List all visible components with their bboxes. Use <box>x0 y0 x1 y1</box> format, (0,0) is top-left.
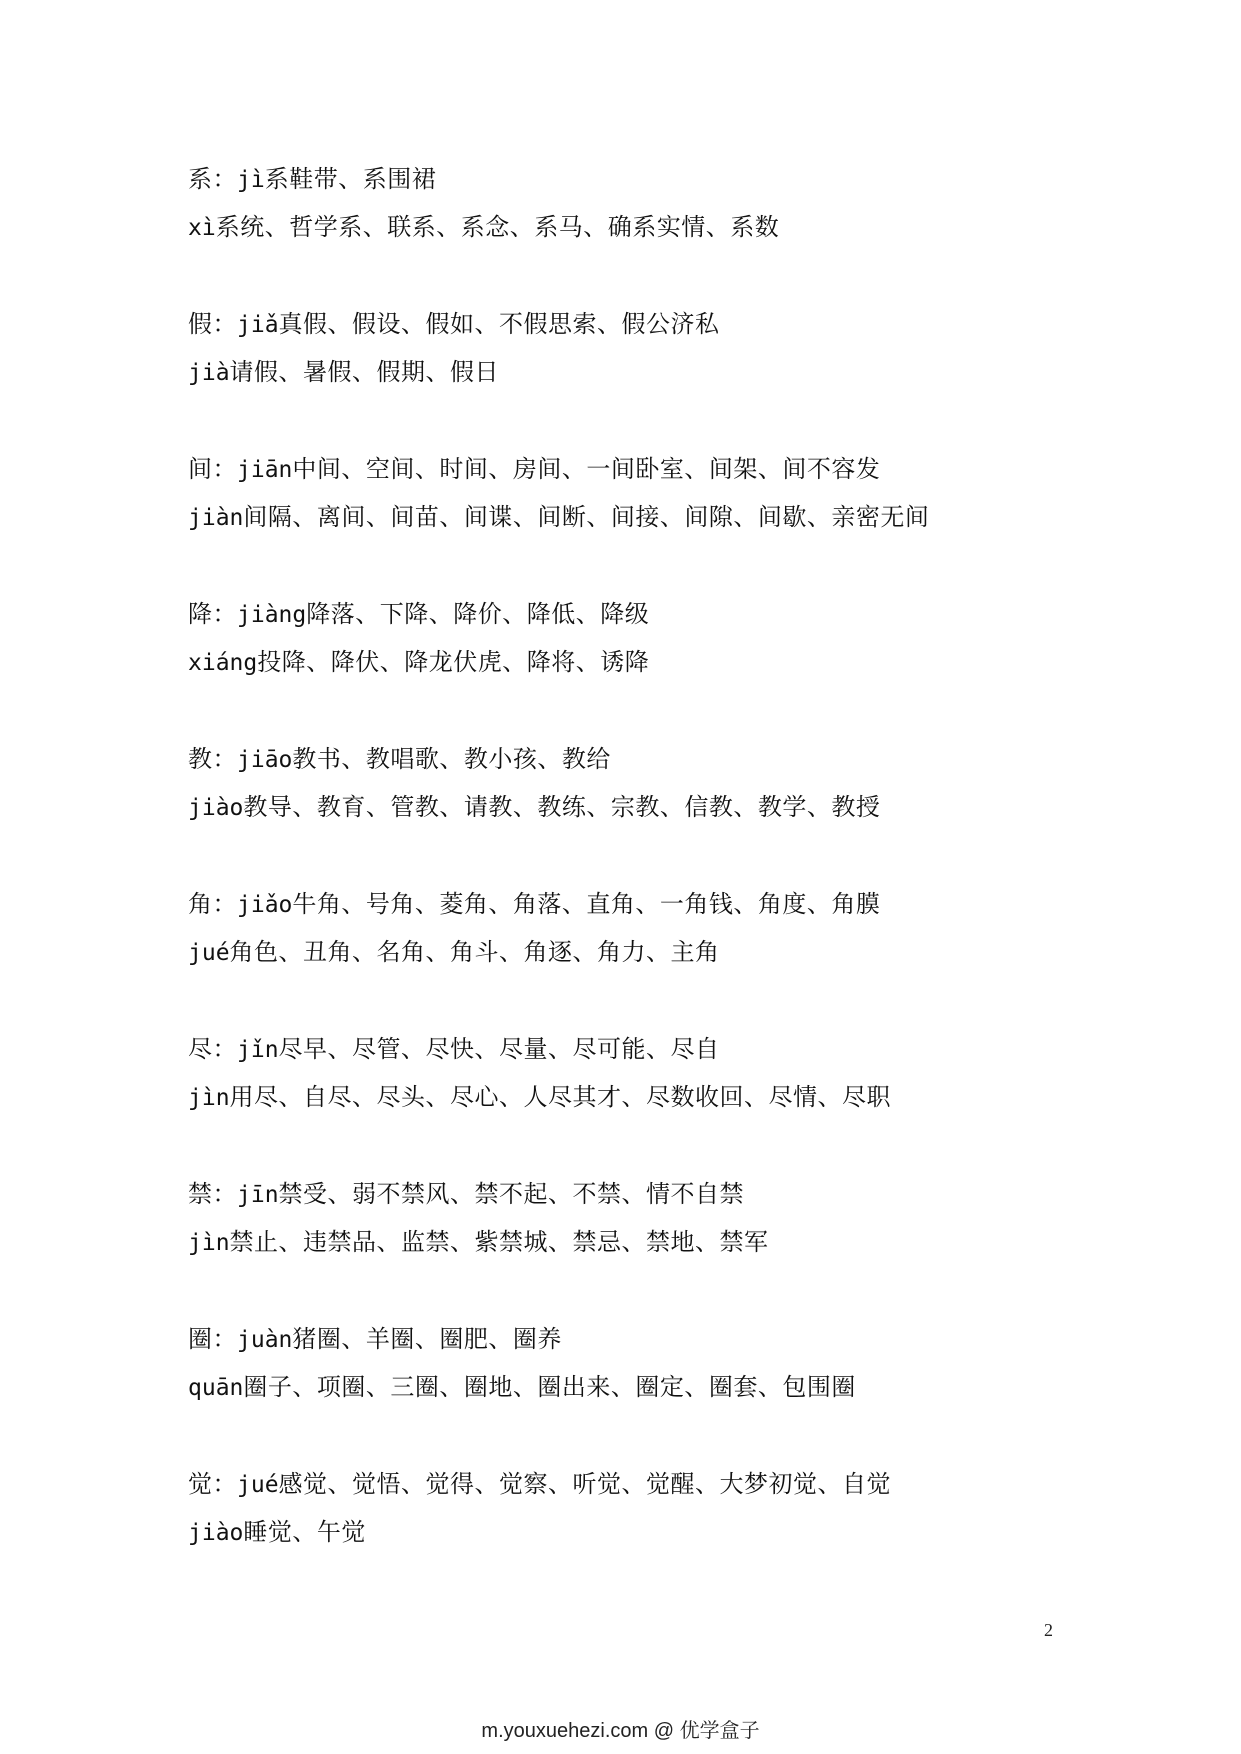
word-examples: 降落、下降、降价、降低、降级 <box>306 600 650 628</box>
entry-jiao-teach <box>188 735 1088 831</box>
entry-character: 系 <box>188 165 213 193</box>
separator: ： <box>212 165 237 193</box>
entry-line <box>188 1315 1088 1363</box>
pinyin: jiāo <box>237 747 293 773</box>
entry-line <box>188 203 1088 251</box>
word-examples: 圈子、项圈、三圈、圈地、圈出来、圈定、圈套、包围圈 <box>243 1373 856 1401</box>
entry-character: 降 <box>188 600 213 628</box>
word-examples: 真假、假设、假如、不假思索、假公济私 <box>278 310 720 338</box>
word-examples: 教导、教育、管教、请教、教练、宗教、信教、教学、教授 <box>243 793 881 821</box>
separator: ： <box>212 1035 237 1063</box>
entry-line <box>188 735 1088 783</box>
word-examples: 间隔、离间、间苗、间谍、间断、间接、间隙、间歇、亲密无间 <box>243 503 930 531</box>
entry-line <box>188 1508 1088 1556</box>
word-examples: 猪圈、羊圈、圈肥、圈养 <box>292 1325 562 1353</box>
entry-line <box>188 590 1088 638</box>
entry-line <box>188 638 1088 686</box>
entry-character: 尽 <box>188 1035 213 1063</box>
entry-line <box>188 1025 1088 1073</box>
separator: ： <box>212 890 237 918</box>
footer-watermark: m.youxuehezi.com @ 优学盒子 <box>481 1720 760 1742</box>
word-examples: 尽早、尽管、尽快、尽量、尽可能、尽自 <box>278 1035 720 1063</box>
separator: ： <box>212 1180 237 1208</box>
word-examples: 禁受、弱不禁风、禁不起、不禁、情不自禁 <box>278 1180 745 1208</box>
pinyin: xiáng <box>188 650 258 676</box>
pinyin: jiǎo <box>237 892 293 918</box>
entry-character: 觉 <box>188 1470 213 1498</box>
separator: ： <box>212 455 237 483</box>
entry-character: 假 <box>188 310 213 338</box>
pinyin: jiān <box>237 457 293 483</box>
word-examples: 系统、哲学系、联系、系念、系马、确系实情、系数 <box>215 213 780 241</box>
entry-line <box>188 1170 1088 1218</box>
word-examples: 教书、教唱歌、教小孩、教给 <box>292 745 611 773</box>
entry-line <box>188 880 1088 928</box>
pinyin: jiàng <box>237 602 307 628</box>
entry-jiao-horn <box>188 880 1088 976</box>
entry-jian <box>188 445 1088 541</box>
pinyin: jì <box>237 167 265 193</box>
pinyin: jué <box>188 940 230 966</box>
entry-quan <box>188 1315 1088 1411</box>
pinyin: jìn <box>188 1085 230 1111</box>
pinyin: xì <box>188 215 216 241</box>
pinyin: jiào <box>188 795 244 821</box>
entry-line <box>188 445 1088 493</box>
entry-xi <box>188 155 1088 251</box>
entry-character: 禁 <box>188 1180 213 1208</box>
word-examples: 牛角、号角、菱角、角落、直角、一角钱、角度、角膜 <box>292 890 881 918</box>
entry-line <box>188 348 1088 396</box>
pinyin: juàn <box>237 1327 293 1353</box>
entry-jia <box>188 300 1088 396</box>
word-examples: 禁止、违禁品、监禁、紫禁城、禁忌、禁地、禁军 <box>229 1228 769 1256</box>
pinyin: jué <box>237 1472 279 1498</box>
entry-character: 角 <box>188 890 213 918</box>
word-examples: 睡觉、午觉 <box>243 1518 366 1546</box>
separator: ： <box>212 310 237 338</box>
entry-line <box>188 300 1088 348</box>
separator: ： <box>212 600 237 628</box>
word-examples: 系鞋带、系围裙 <box>264 165 437 193</box>
word-examples: 用尽、自尽、尽头、尽心、人尽其才、尽数收回、尽情、尽职 <box>229 1083 892 1111</box>
separator: ： <box>212 1470 237 1498</box>
word-examples: 角色、丑角、名角、角斗、角逐、角力、主角 <box>229 938 720 966</box>
entry-character: 教 <box>188 745 213 773</box>
entry-line <box>188 1218 1088 1266</box>
entry-line <box>188 1363 1088 1411</box>
pinyin: jǐn <box>237 1037 279 1063</box>
entry-line <box>188 1073 1088 1121</box>
entry-jin-forbid <box>188 1170 1088 1266</box>
entry-jin-exhaust <box>188 1025 1088 1121</box>
pinyin: jìn <box>188 1230 230 1256</box>
word-examples: 中间、空间、时间、房间、一间卧室、间架、间不容发 <box>292 455 881 483</box>
pinyin: jià <box>188 360 230 386</box>
entry-character: 圈 <box>188 1325 213 1353</box>
separator: ： <box>212 1325 237 1353</box>
pinyin: jiǎ <box>237 312 279 338</box>
pinyin: quān <box>188 1375 244 1401</box>
entry-jue <box>188 1460 1088 1556</box>
word-examples: 感觉、觉悟、觉得、觉察、听觉、觉醒、大梦初觉、自觉 <box>278 1470 892 1498</box>
entry-line <box>188 928 1088 976</box>
entry-jiang <box>188 590 1088 686</box>
separator: ： <box>212 745 237 773</box>
entry-line <box>188 783 1088 831</box>
polyphone-list <box>188 155 1088 1605</box>
entry-character: 间 <box>188 455 213 483</box>
entry-line <box>188 1460 1088 1508</box>
pinyin: jīn <box>237 1182 279 1208</box>
word-examples: 投降、降伏、降龙伏虎、降将、诱降 <box>257 648 650 676</box>
pinyin: jiàn <box>188 505 244 531</box>
entry-line <box>188 493 1088 541</box>
word-examples: 请假、暑假、假期、假日 <box>229 358 500 386</box>
entry-line <box>188 155 1088 203</box>
pinyin: jiào <box>188 1520 244 1546</box>
page-number: 2 <box>1044 1620 1053 1640</box>
